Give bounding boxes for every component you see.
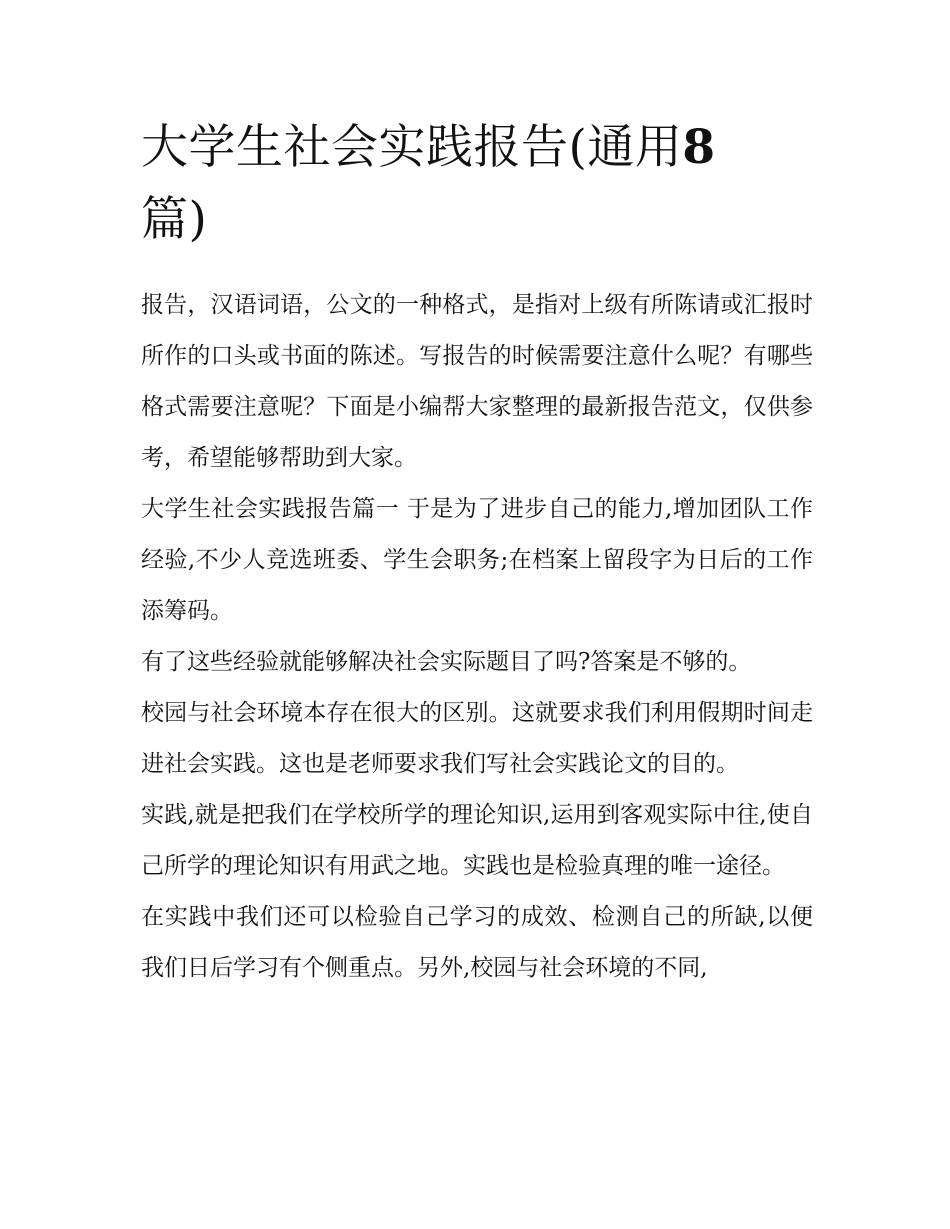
paragraph-intro: 报告，汉语词语，公文的一种格式，是指对上级有所陈请或汇报时所作的口头或书面的陈述。写报告的时候需要注意什么呢？有哪些格式需要注意呢？下面是小编帮大家整理的最新报告范文，仅供参考，希望能够帮助到大家。 [141, 292, 813, 471]
title-main: 大学生社会实践报告(通用 [141, 120, 683, 175]
title-number: 8 [682, 120, 716, 175]
paragraph-practice-benefits: 在实践中我们还可以检验自己学习的成效、检测自己的所缺,以便我们日后学习有个侧重点。另外,校园与社会环境的不同, [141, 904, 813, 981]
paragraph-section-one: 大学生社会实践报告篇一 于是为了进步自己的能力,增加团队工作经验,不少人竞选班委、学生会职务;在档案上留段字为日后的工作添筹码。 [141, 496, 813, 624]
page-title [141, 112, 813, 256]
document-body [141, 112, 813, 994]
paragraph-question: 有了这些经验就能够解决社会实际题目了吗?答案是不够的。 [141, 649, 752, 675]
paragraph-practice: 实践,就是把我们在学校所学的理论知识,运用到客观实际中往,使自己所学的理论知识有用武之地。实践也是检验真理的唯一途径。 [141, 802, 813, 879]
paragraph-campus-society: 校园与社会环境本存在很大的区别。这就要求我们利用假期时间走进社会实践。这也是老师要求我们写社会实践论文的目的。 [141, 700, 813, 777]
title-end: 篇) [141, 192, 208, 247]
